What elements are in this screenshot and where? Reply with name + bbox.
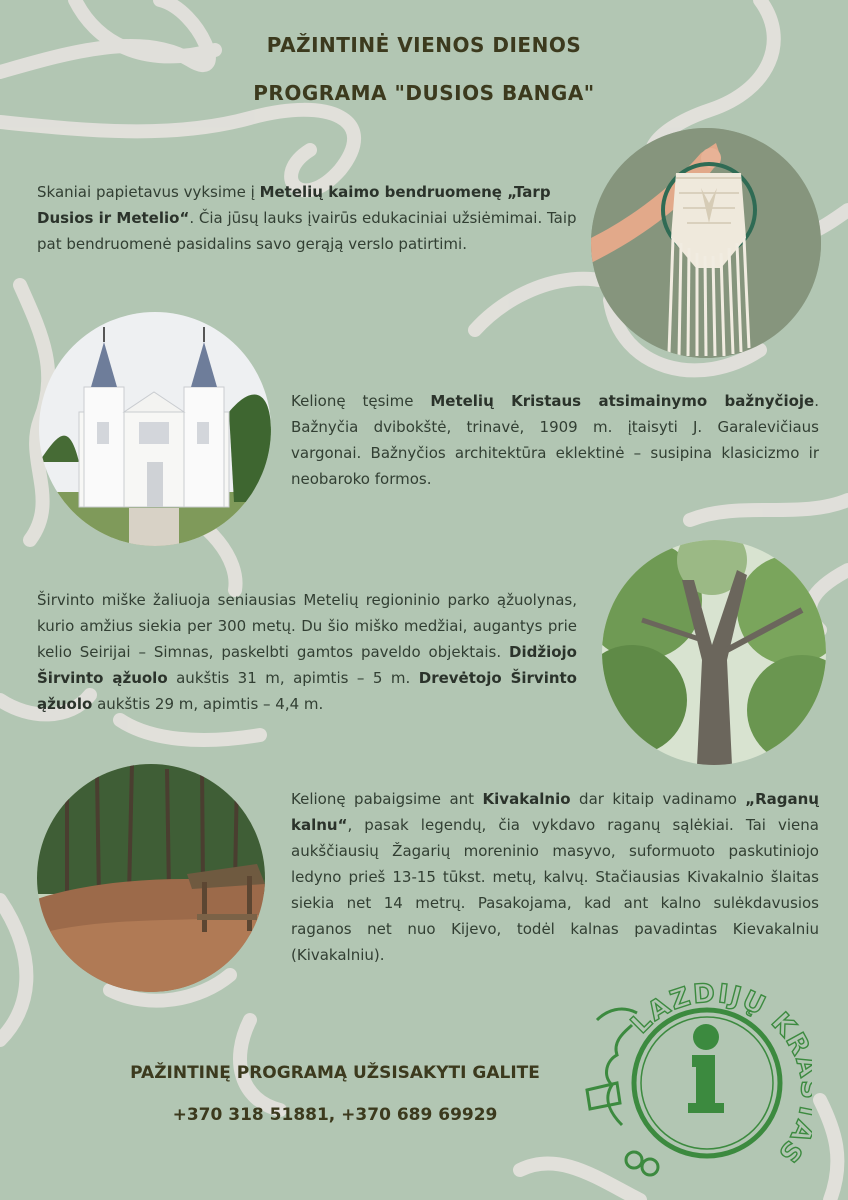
section-2-text-a: Kelionę tęsime bbox=[291, 392, 431, 410]
section-4-bold-b: „Raganų kalnu“ bbox=[291, 790, 819, 834]
section-3-text bbox=[37, 587, 577, 717]
section-3-text-b: aukštis 31 m, apimtis – 5 m. bbox=[167, 669, 419, 687]
section-4-text-a: Kelionę pabaigsime ant bbox=[291, 790, 483, 808]
section-1-text-a: Skaniai papietavus vyksime į bbox=[37, 183, 260, 201]
order-label: PAŽINTINĘ PROGRAMĄ UŽSISAKYTI GALITE bbox=[130, 1063, 540, 1083]
section-1-text-b: . Čia jūsų lauks įvairūs edukaciniai užsiėmimai. Taip pat bendruomenė pasidalins savo gerąją verslo patirtimi. bbox=[37, 209, 577, 253]
section-3-text-a: Širvinto miške žaliuoja seniausias Metelių regioninio parko ąžuolynas, kurio amžius siekia per 300 metų. Du šio miško medžiai, augantys prie kelio Seirijai – Simnas, paskelbti gamtos paveldo objektais. bbox=[37, 591, 577, 661]
section-2-bold-a: Metelių Kristaus atsimainymo bažnyčioje bbox=[430, 392, 815, 410]
section-1-text bbox=[37, 179, 577, 257]
section-3-bold-b: Drevėtojo Širvinto ąžuolo bbox=[37, 669, 577, 713]
logo-text: LAZDIJŲ K S bbox=[625, 978, 808, 1170]
lazdiju-krastas-logo bbox=[582, 975, 812, 1190]
macrame-photo bbox=[591, 128, 821, 358]
section-1-bold-a: Metelių kaimo bendruomenę „Tarp Dusios ir Metelio“ bbox=[37, 183, 551, 227]
section-4-text-c: , pasak legendų, čia vykdavo raganų sąlėkiai. Tai viena aukščiausių Žagarių moreninio masyvo, suformuoto paskutiniojo ledyno prieš 13-15 tūkst. metų, kalvų. Stačiausias Kivakalnio šlaitas siekia net 14 metrų. Pasakojama, kad ant kalno sulėkdavusios raganos net nuo Kijevo, todėl kalnas pavadintas Kievakalniu (Kivakalniu). bbox=[291, 816, 819, 964]
section-2-text bbox=[291, 388, 819, 492]
svg-text:LAZDIJŲ KRAŠTAS bbox=[625, 978, 812, 1169]
section-3-text-c: aukštis 29 m, apimtis – 4,4 m. bbox=[92, 695, 324, 713]
section-3-bold-a: Didžiojo Širvinto ąžuolo bbox=[37, 643, 577, 687]
section-4-text-b: dar kitaip vadinamo bbox=[570, 790, 746, 808]
title-line-2: PROGRAMA "DUSIOS BANGA" bbox=[253, 81, 595, 105]
section-4-text bbox=[291, 786, 819, 968]
hill-photo bbox=[37, 764, 265, 992]
section-2-text-b: . Bažnyčia dvibokštė, trinavė, 1909 m. įtaisyti J. Garalevičiaus vargonai. Bažnyčios architektūra eklektinė – susipina klasicizmo ir neobaroko formos. bbox=[291, 392, 819, 488]
phone-numbers[interactable]: +370 318 51881, +370 689 69929 bbox=[172, 1105, 498, 1125]
title-line-1: PAŽINTINĖ VIENOS DIENOS bbox=[266, 33, 582, 57]
oak-photo bbox=[602, 540, 826, 765]
section-4-bold-a: Kivakalnio bbox=[482, 790, 571, 808]
church-photo bbox=[39, 312, 271, 546]
info-icon bbox=[688, 1024, 724, 1113]
